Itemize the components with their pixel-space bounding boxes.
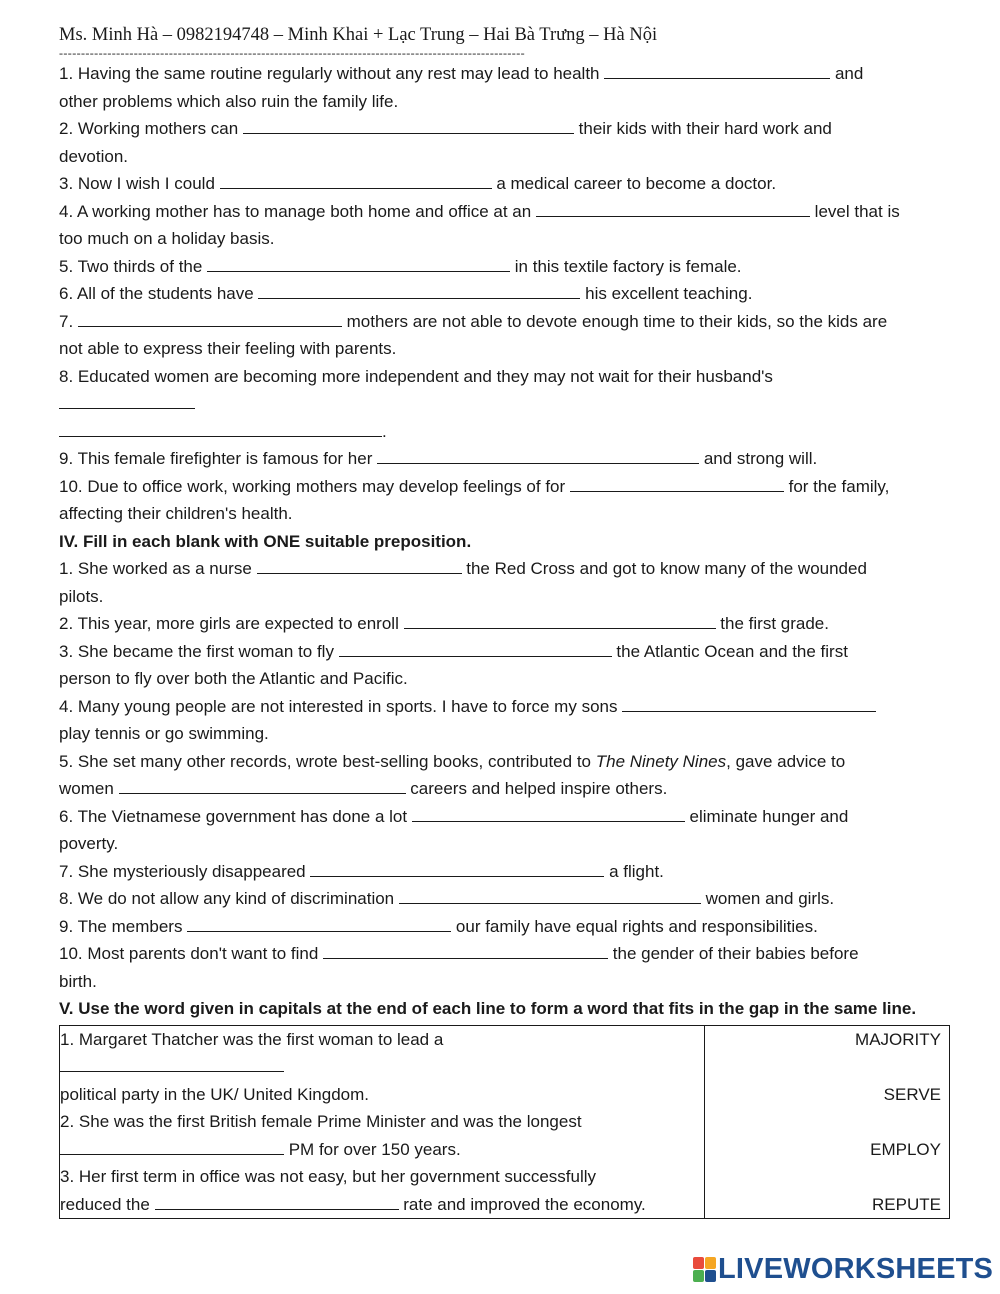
list-item: 3. Now I wish I could a medical career to become a doctor. [59, 174, 777, 193]
list-item: 7. mothers are not able to devote enough time to their kids, so the kids are [59, 311, 888, 331]
teacher-header: Ms. Minh Hà – 0982194748 – Minh Khai + Lạc Trung – Hai Bà Trưng – Hà Nội [59, 25, 658, 45]
list-item-cont: . [59, 418, 949, 446]
list-item: 1. Having the same routine regularly without any rest may lead to health and [59, 64, 864, 83]
answer-blank[interactable] [604, 62, 830, 79]
logo-grid-icon [693, 1257, 715, 1281]
table-line: PM for over 150 years. [60, 1136, 704, 1164]
list-item-cont: not able to express their feeling with parents. [59, 339, 397, 358]
logo-square-orange [705, 1257, 716, 1269]
capital-word: REPUTE [872, 1194, 941, 1214]
capital-word: MAJORITY [855, 1029, 941, 1049]
book-title: The Ninety Nines [595, 751, 727, 771]
list-item-cont: too much on a holiday basis. [59, 229, 275, 248]
list-item: 7. She mysteriously disappeared a flight. [59, 861, 664, 881]
table-line: political party in the UK/ United Kingdom. [60, 1084, 369, 1104]
answer-blank[interactable] [220, 172, 492, 189]
answer-blank[interactable] [339, 640, 612, 657]
answer-blank[interactable] [60, 1138, 284, 1155]
list-item-cont: poverty. [59, 834, 119, 853]
table-line: 2. She was the first British female Prime Minister and was the longest [60, 1112, 582, 1131]
logo-text: LIVEWORKSHEETS [718, 1253, 994, 1285]
sentences-column [60, 1025, 705, 1219]
table-line: 1. Margaret Thatcher was the first woman to lead a [60, 1029, 444, 1049]
capital-word-empty [705, 1053, 949, 1081]
capital-word: EMPLOY [870, 1139, 941, 1159]
list-item: 4. A working mother has to manage both home and office at an level that is [59, 201, 900, 221]
logo-square-green [693, 1270, 704, 1282]
section-5-title: V. Use the word given in capitals at the end of each line to form a word that fits in the gap in the same line. [59, 999, 917, 1018]
list-item: 10. Most parents don't want to find the gender of their babies before [59, 944, 859, 963]
table-line: 3. Her first term in office was not easy, but her government successfully [60, 1167, 597, 1186]
answer-blank[interactable] [377, 447, 699, 464]
logo-square-red [693, 1257, 704, 1269]
answer-blank[interactable] [207, 255, 510, 272]
list-item-cont: affecting their children's health. [59, 504, 293, 523]
answer-blank[interactable] [257, 557, 462, 574]
answer-blank[interactable] [243, 117, 574, 134]
logo-square-blue [705, 1270, 716, 1282]
list-item-cont [59, 390, 949, 418]
list-item: 10. Due to office work, working mothers may develop feelings of for for the family, [59, 476, 890, 496]
table-line: reduced the rate and improved the economy. [60, 1194, 646, 1214]
answer-blank[interactable] [187, 915, 451, 932]
list-item-cont: birth. [59, 971, 97, 991]
list-item-cont: play tennis or go swimming. [59, 724, 269, 743]
worksheet-page [59, 22, 949, 1219]
answer-blank[interactable] [258, 282, 580, 299]
answer-blank[interactable] [59, 392, 195, 409]
capital-word-empty [705, 1163, 949, 1191]
list-item-cont: pilots. [59, 586, 104, 606]
answer-blank[interactable] [323, 942, 608, 959]
list-item-cont: devotion. [59, 146, 128, 166]
answer-blank[interactable] [412, 805, 685, 822]
list-item: 2. Working mothers can their kids with their hard work and [59, 119, 832, 138]
section-4-title: IV. Fill in each blank with ONE suitable preposition. [59, 531, 472, 551]
list-item: 9. The members our family have equal rights and responsibilities. [59, 916, 818, 936]
answer-blank[interactable] [622, 695, 876, 712]
capital-word: SERVE [883, 1084, 941, 1104]
answer-blank[interactable] [536, 200, 810, 217]
list-item: 8. Educated women are becoming more independent and they may not wait for their husband's [59, 366, 773, 386]
answer-blank[interactable] [399, 887, 701, 904]
table-line [60, 1053, 704, 1081]
list-item: 9. This female firefighter is famous for her and strong will. [59, 449, 818, 468]
section-4-list [59, 555, 949, 995]
answer-blank[interactable] [78, 310, 342, 327]
list-item: 3. She became the first woman to fly the Atlantic Ocean and the first [59, 641, 848, 661]
answer-blank[interactable] [60, 1055, 284, 1072]
answer-blank[interactable] [404, 612, 716, 629]
list-item: 5. She set many other records, wrote best-selling books, contributed to The Ninety Nines, gave advice to [59, 751, 846, 771]
header-separator: ---------------------------------------------------------------------------------------------------------- [59, 48, 525, 60]
liveworksheets-logo[interactable] [693, 1254, 993, 1284]
list-item: 4. Many young people are not interested in sports. I have to force my sons [59, 693, 949, 721]
list-item: 5. Two thirds of the in this textile factory is female. [59, 256, 742, 276]
list-item: 2. This year, more girls are expected to enroll the first grade. [59, 614, 829, 633]
capital-word-empty [705, 1108, 949, 1136]
list-item: 8. We do not allow any kind of discrimination women and girls. [59, 889, 835, 908]
list-item: 1. She worked as a nurse the Red Cross and got to know many of the wounded [59, 559, 867, 578]
answer-blank[interactable] [59, 420, 382, 437]
list-item-cont: women careers and helped inspire others. [59, 779, 668, 798]
answer-blank[interactable] [119, 777, 406, 794]
answer-blank[interactable] [155, 1193, 399, 1210]
list-item-cont: other problems which also ruin the family life. [59, 91, 399, 111]
list-item: 6. The Vietnamese government has done a lot eliminate hunger and [59, 806, 849, 826]
answer-blank[interactable] [310, 860, 604, 877]
word-column [705, 1025, 950, 1219]
list-item: 6. All of the students have his excellent teaching. [59, 284, 753, 303]
answer-blank[interactable] [570, 475, 784, 492]
word-formation-table [59, 1025, 950, 1220]
list-item-cont: person to fly over both the Atlantic and Pacific. [59, 669, 408, 688]
section-3-list [59, 60, 949, 528]
